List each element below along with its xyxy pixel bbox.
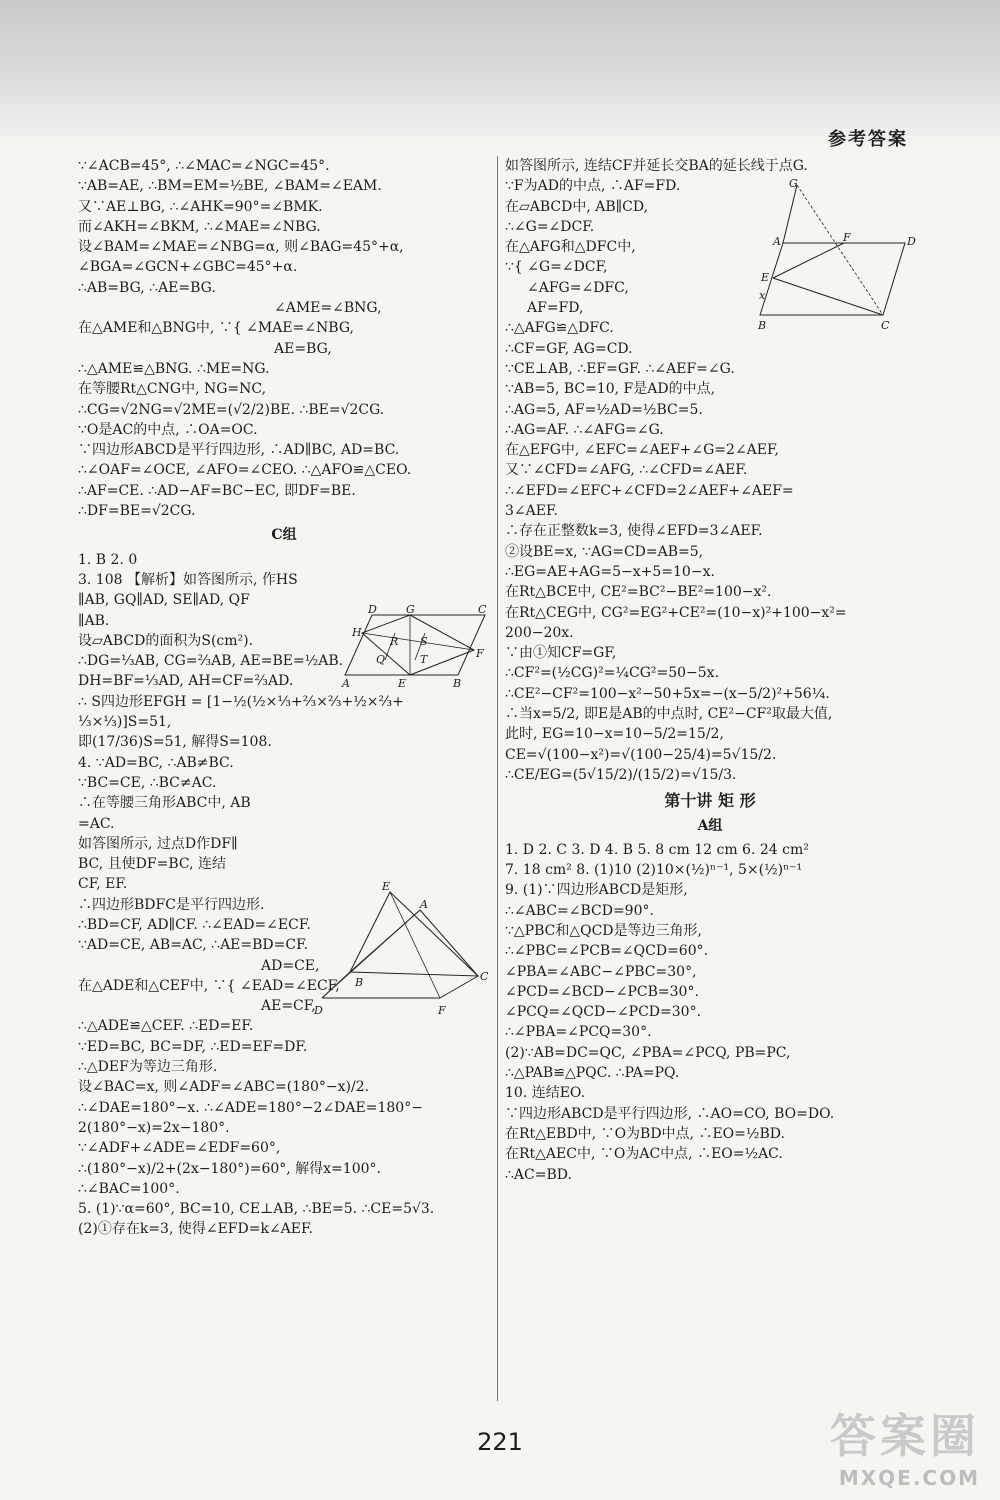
vertex-label: F <box>843 231 851 244</box>
header-title: 参考答案 <box>828 129 908 150</box>
vertex-label: F <box>476 647 484 660</box>
text-line: DH=BF=⅓AD, AH=CF=⅔AD. <box>78 673 294 690</box>
vertex-label: T <box>420 653 428 666</box>
text-line: ∴∠OAF=∠OCE, ∠AFO=∠CEO. ∴△AFO≌△CEO. <box>78 462 412 479</box>
vertex-label: G <box>789 177 798 190</box>
text-line: ∴∠EFD=∠EFC+∠CFD=2∠AEF+∠AEF= <box>505 482 794 499</box>
parallelogram-figure-1 <box>340 605 490 690</box>
text-line: AF=FD, <box>527 300 584 317</box>
text-line: 3. 108 【解析】如答图所示, 作HS <box>78 571 298 588</box>
text-line: 1. B 2. 0 <box>78 551 138 568</box>
vertex-label: C <box>480 970 489 983</box>
watermark-title: 答案圈 <box>830 1409 980 1463</box>
text-line: ∵AB=5, BC=10, F是AD的中点, <box>505 381 716 398</box>
text-line: ∠AME=∠BNG, <box>274 300 382 317</box>
text-line: 在等腰Rt△CNG中, NG=NC, <box>78 381 267 398</box>
text-line: ∵由①知CF=GF, <box>505 645 617 662</box>
text-line: 2(180°−x)=2x−180°. <box>78 1119 230 1136</box>
text-line: 1. D 2. C 3. D 4. B 5. 8 cm 12 cm 6. 24 cm² <box>505 841 809 858</box>
text-line: ∴EG=AE+AG=5−x+5=10−x. <box>505 563 715 580</box>
text-line: 而∠AKH=∠BKM, ∴∠MAE=∠NBG. <box>78 218 321 235</box>
vertex-label: C <box>881 319 890 332</box>
text-line: 此时, EG=10−x=10−5/2=15/2, <box>505 726 724 743</box>
vertex-label: G <box>406 605 415 616</box>
text-line: AD=CE, <box>261 957 320 974</box>
text-line: ∵∠ACB=45°, ∴∠MAC=∠NGC=45°. <box>78 158 330 174</box>
vertex-label: B <box>355 976 364 989</box>
vertex-label: x <box>759 289 766 302</box>
text-line: 4. ∵AD=BC, ∴AB≠BC. <box>78 754 234 771</box>
page-number: 221 <box>477 1428 523 1456</box>
text-line: ∴∠BAC=100°. <box>78 1180 180 1197</box>
text-line: ∥AB. <box>78 612 110 629</box>
watermark-url: MXQE.COM <box>838 1466 980 1490</box>
text-line: ∠AFG=∠DFC, <box>527 279 629 296</box>
vertex-label: F <box>438 1004 446 1017</box>
text-line: 在Rt△AEC中, ∵O为AC中点, ∴EO=½AC. <box>505 1146 783 1163</box>
text-line: ∴AG=5, AF=½AD=½BC=5. <box>505 401 703 418</box>
text-line: (2)∵AB=DC=QC, ∠PBA=∠PCQ, PB=PC, <box>505 1044 791 1061</box>
text-line: ∴CE²−CF²=100−x²−50+5x=−(x−5/2)²+56¼. <box>505 685 830 702</box>
text-line: (2)①存在k=3, 使得∠EFD=k∠AEF. <box>78 1221 313 1238</box>
text-line: ∵AB=AE, ∴BM=EM=½BE, ∠BAM=∠EAM. <box>78 178 382 195</box>
text-line: ∴ S四边形EFGH = [1−½(½×⅓+⅔×⅔+½×⅔+ <box>78 693 404 710</box>
text-line: 10. 连结EO. <box>505 1085 586 1102</box>
section-heading: A组 <box>697 817 723 834</box>
parallelogram-figure-3 <box>755 175 920 335</box>
text-line: ∵△PBC和△QCD是等边三角形, <box>505 922 702 939</box>
text-line: ∴存在正整数k=3, 使得∠EFD=3∠AEF. <box>505 523 763 540</box>
vertex-label: A <box>342 677 350 690</box>
vertex-label: D <box>314 1004 323 1017</box>
text-line: ∴CF²=(½CG)²=¼CG²=50−5x. <box>505 665 720 682</box>
text-line: 9. (1)∵四边形ABCD是矩形, <box>505 882 688 899</box>
text-line: ∵∠ADF+∠ADE=∠EDF=60°, <box>78 1140 281 1157</box>
text-line: ∴△AFG≌△DFC. <box>505 320 614 337</box>
text-line: ∴∠DAE=180°−x. ∴∠ADE=180°−2∠DAE=180°− <box>78 1099 423 1116</box>
text-line: ∠PCD=∠BCD−∠PCB=30°. <box>505 983 699 1000</box>
text-line: 在Rt△BCE中, CE²=BC²−BE²=100−x². <box>505 584 772 601</box>
text-line: ∵CE⊥AB, ∴EF=GF. ∴∠AEF=∠G. <box>505 360 735 377</box>
text-line: 设∠BAC=x, 则∠ADF=∠ABC=(180°−x)/2. <box>78 1079 370 1096</box>
text-line: 3∠AEF. <box>505 503 558 520</box>
text-line: ∵F为AD的中点, ∴AF=FD. <box>505 178 681 195</box>
text-line: ∴AG=AF. ∴∠AFG=∠G. <box>505 421 664 438</box>
text-line: ∴∠PBC=∠PCB=∠QCD=60°. <box>505 943 709 960</box>
text-line: 在△AFG和△DFC中, <box>505 239 636 256</box>
text-line: =AC. <box>78 815 115 832</box>
vertex-label: B <box>453 677 462 690</box>
text-line: ∴当x=5/2, 即E是AB的中点时, CE²−CF²取最大值, <box>505 706 833 723</box>
text-line: ∴在等腰三角形ABC中, AB <box>78 795 251 812</box>
text-line: ②设BE=x, ∵AG=CD=AB=5, <box>505 543 704 560</box>
text-line: 200−20x. <box>505 624 574 641</box>
text-line: 又∵∠CFD=∠AFG, ∴∠CFD=∠AEF. <box>505 462 748 479</box>
text-line: ∴△AME≌△BNG. ∴ME=NG. <box>78 360 270 377</box>
text-line: ∵AD=CE, AB=AC, ∴AE=BD=CF. <box>78 937 309 954</box>
text-line: 设∠BAM=∠MAE=∠NBG=α, 则∠BAG=45°+α, <box>78 239 404 256</box>
text-line: ∵BC=CE, ∴BC≠AC. <box>78 774 217 791</box>
vertex-label: C <box>478 605 487 616</box>
text-line: 在▱ABCD中, AB∥CD, <box>505 198 649 215</box>
watermark <box>830 1400 980 1490</box>
vertex-label: B <box>758 319 767 332</box>
page-header-band <box>0 0 1000 150</box>
vertex-label: R <box>390 635 399 648</box>
text-line: AE=BG, <box>274 340 332 357</box>
vertex-label: D <box>368 605 377 616</box>
text-line: ⅓×⅓)]S=51, <box>78 714 172 731</box>
text-line: AE=CF, <box>261 998 316 1015</box>
triangle-figure-2 <box>310 880 490 1020</box>
vertex-label: E <box>761 271 770 284</box>
column-divider <box>497 156 498 1401</box>
text-line: 又∵AE⊥BG, ∴∠AHK=90°=∠BMK. <box>78 198 323 215</box>
text-line: ∴CF=GF, AG=CD. <box>505 340 633 357</box>
text-line: 在△ADE和△CEF中, ∵{ ∠EAD=∠ECF, <box>78 977 340 994</box>
text-line: ∴CE/EG=(5√15/2)/(15/2)=√15/3. <box>505 766 737 783</box>
text-line: 5. (1)∵α=60°, BC=10, CE⊥AB, ∴BE=5. ∴CE=5√3. <box>78 1201 435 1218</box>
text-line: ∴AC=BD. <box>505 1166 572 1183</box>
text-line: 设▱ABCD的面积为S(cm²). <box>78 632 254 649</box>
text-line: 如答图所示, 过点D作DF∥ <box>78 835 238 852</box>
text-line: ∵ED=BC, BC=DF, ∴ED=EF=DF. <box>78 1038 308 1055</box>
text-line: ∴AB=BG, ∴AE=BG. <box>78 279 216 296</box>
vertex-label: H <box>352 626 362 639</box>
text-line: ∥AB, GQ∥AD, SE∥AD, QF <box>78 592 250 609</box>
text-line: ∴CG=√2NG=√2ME=(√2/2)BE. ∴BE=√2CG. <box>78 401 385 418</box>
text-line: 在Rt△EBD中, ∵O为BD中点, ∴EO=½BD. <box>505 1125 785 1142</box>
text-line: CF, EF. <box>78 876 128 893</box>
text-line: ∴∠G=∠DCF. <box>505 218 595 235</box>
vertex-label: D <box>907 235 916 248</box>
text-line: ∴BD=CF, AD∥CF. ∴∠EAD=∠ECF. <box>78 916 311 933</box>
vertex-label: E <box>382 880 391 893</box>
text-line: BC, 且使DF=BC, 连结 <box>78 856 226 873</box>
vertex-label: A <box>420 898 428 911</box>
vertex-label: A <box>773 235 781 248</box>
text-line: ∵四边形ABCD是平行四边形, ∴AO=CO, BO=DO. <box>505 1105 835 1122</box>
text-line: ∴DF=BE=√2CG. <box>78 503 196 520</box>
vertex-label: Q <box>376 653 386 666</box>
text-line: ∵O是AC的中点, ∴OA=OC. <box>78 421 258 438</box>
text-line: ∴∠PBA=∠PCQ=30°. <box>505 1024 652 1041</box>
text-line: 如答图所示, 连结CF并延长交BA的延长线于点G. <box>505 158 808 174</box>
section-heading: C组 <box>271 527 297 544</box>
text-line: ∠BGA=∠GCN+∠GBC=45°+α. <box>78 259 298 276</box>
text-line: ∠PCQ=∠QCD−∠PCD=30°. <box>505 1004 702 1021</box>
text-line: ∴四边形BDFC是平行四边形. <box>78 896 265 913</box>
text-line: ∴DG=⅓AB, CG=⅔AB, AE=BE=½AB. <box>78 653 344 670</box>
text-line: ∴△DEF为等边三角形. <box>78 1059 218 1076</box>
text-line: ∠PBA=∠ABC−∠PBC=30°, <box>505 963 697 980</box>
chapter-title: 第十讲 矩 形 <box>664 791 756 811</box>
text-line: 在△AME和△BNG中, ∵{ ∠MAE=∠NBG, <box>78 320 354 337</box>
text-line: 即(17/36)S=51, 解得S=108. <box>78 734 272 751</box>
text-line: 在Rt△CEG中, CG²=EG²+CE²=(10−x)²+100−x²= <box>505 604 847 621</box>
text-line: ∴(180°−x)/2+(2x−180°)=60°, 解得x=100°. <box>78 1160 381 1177</box>
text-line: ∵四边形ABCD是平行四边形, ∴AD∥BC, AD=BC. <box>78 442 400 459</box>
vertex-label: S <box>420 635 428 648</box>
text-line: ∴AF=CE. ∴AD−AF=BC−EC, 即DF=BE. <box>78 482 356 499</box>
text-line: 在△EFG中, ∠EFC=∠AEF+∠G=2∠AEF, <box>505 442 779 459</box>
text-line: 7. 18 cm² 8. (1)10 (2)10×(½)ⁿ⁻¹, 5×(½)ⁿ⁻¹ <box>505 862 803 879</box>
text-line: ∵{ ∠G=∠DCF, <box>505 259 608 276</box>
text-line: ∴△PAB≌△PQC. ∴PA=PQ. <box>505 1065 680 1082</box>
text-line: ∴∠ABC=∠BCD=90°. <box>505 902 654 919</box>
left-column <box>78 156 490 1240</box>
vertex-label: E <box>398 677 407 690</box>
text-line: ∴△ADE≌△CEF. ∴ED=EF. <box>78 1018 254 1035</box>
text-line: CE=√(100−x²)=√(100−25/4)=5√15/2. <box>505 746 777 763</box>
